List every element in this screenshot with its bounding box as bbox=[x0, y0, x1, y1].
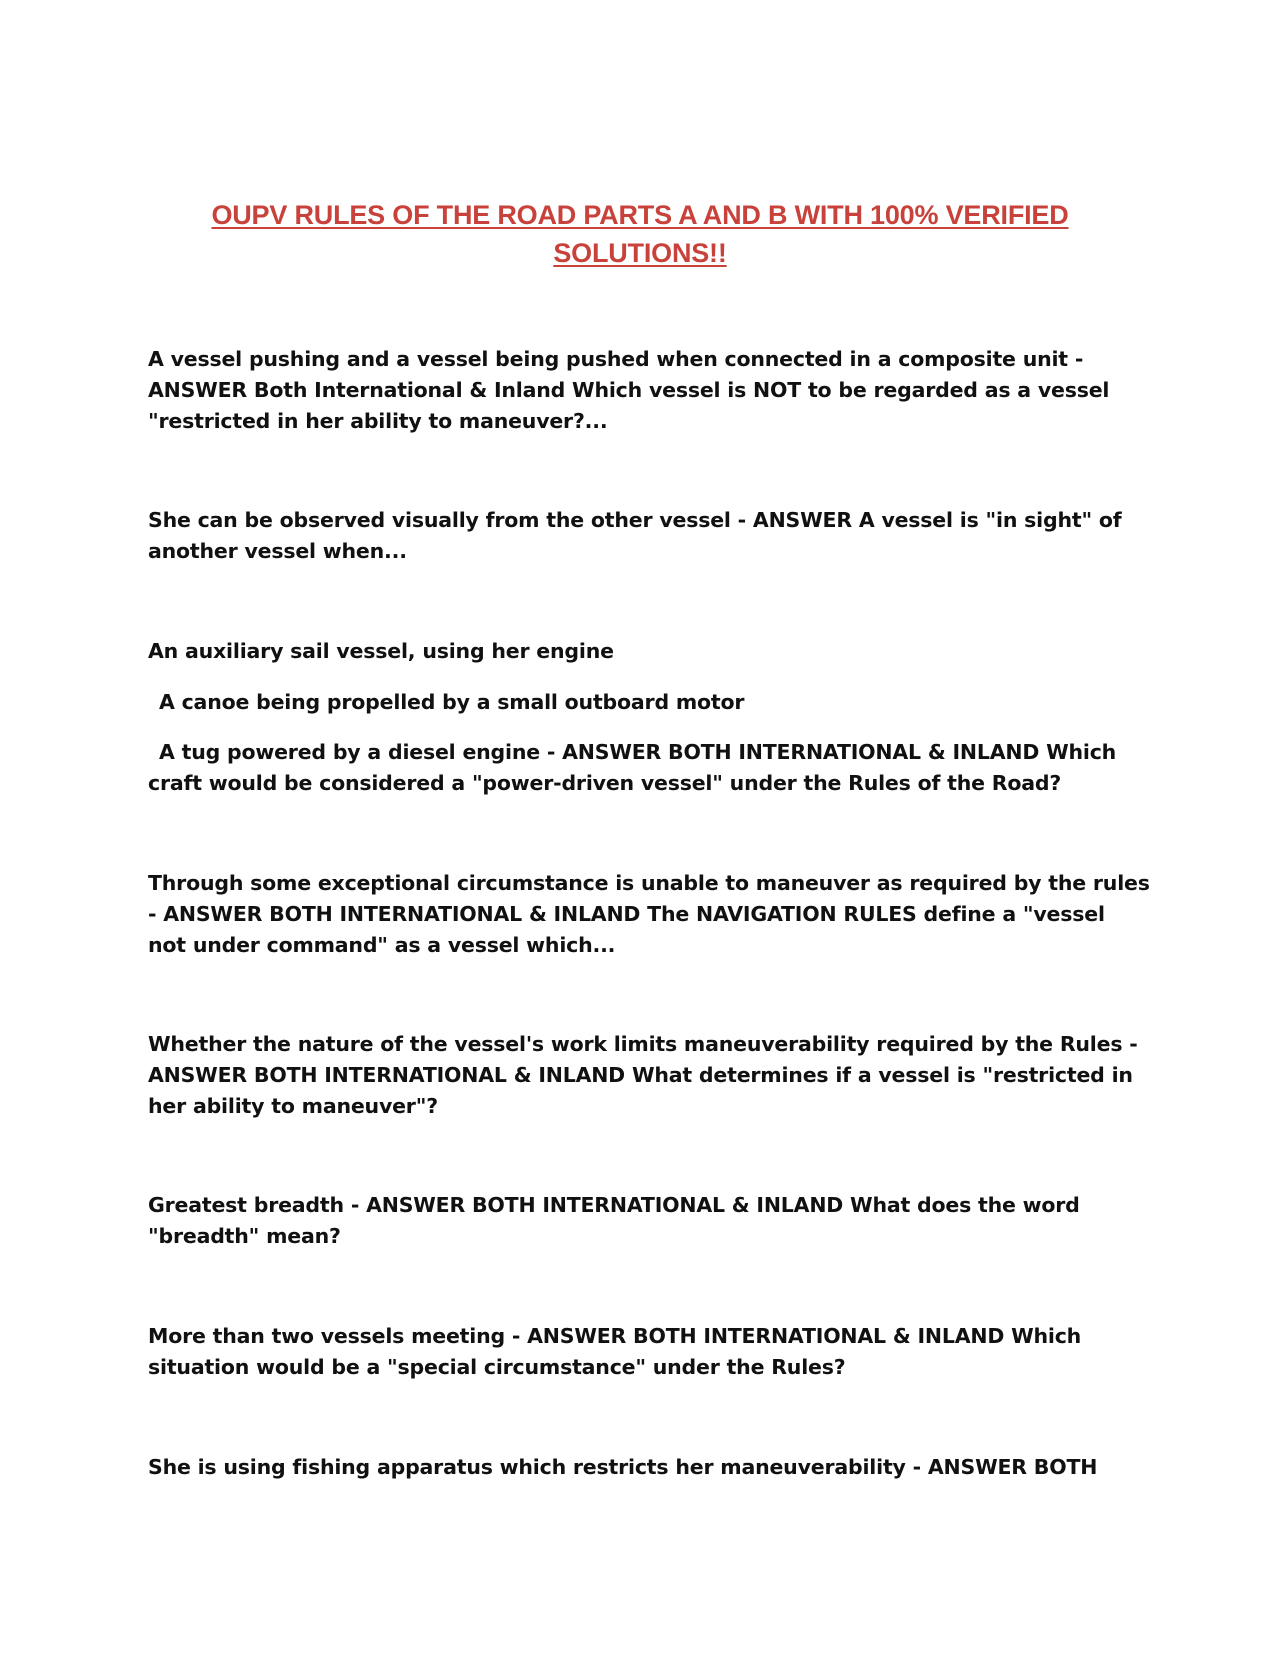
entry-line: She can be observed visually from the other vessel - ANSWER A vessel is "in sight" of bbox=[148, 508, 1122, 532]
entry-line: ANSWER BOTH INTERNATIONAL & INLAND What determines if a vessel is "restricted in bbox=[148, 1063, 1133, 1087]
entry-line: An auxiliary sail vessel, using her engine bbox=[148, 639, 614, 663]
entry-line: Greatest breadth - ANSWER BOTH INTERNATIONAL & INLAND What does the word bbox=[148, 1193, 1080, 1217]
entry-line: craft would be considered a "power-driven vessel" under the Rules of the Road? bbox=[148, 771, 1062, 795]
document-title bbox=[140, 196, 1140, 272]
entry-line: - ANSWER BOTH INTERNATIONAL & INLAND The NAVIGATION RULES define a "vessel bbox=[148, 902, 1105, 926]
entry-line: not under command" as a vessel which... bbox=[148, 933, 616, 957]
entry-line: She is using fishing apparatus which restricts her maneuverability - ANSWER BOTH bbox=[148, 1455, 1098, 1479]
entry-line: A vessel pushing and a vessel being pushed when connected in a composite unit - bbox=[148, 347, 1084, 371]
entry-line: A canoe being propelled by a small outboard motor bbox=[159, 690, 745, 714]
title-line: OUPV RULES OF THE ROAD PARTS A AND B WITH 100% VERIFIED bbox=[211, 200, 1069, 230]
entry-line: ANSWER Both International & Inland Which vessel is NOT to be regarded as a vessel bbox=[148, 378, 1110, 402]
entry-line: another vessel when... bbox=[148, 539, 407, 563]
qa-entry bbox=[148, 1029, 1138, 1122]
entry-line: situation would be a "special circumstance" under the Rules? bbox=[148, 1355, 846, 1379]
qa-entry bbox=[148, 1321, 1138, 1383]
title-line: SOLUTIONS!! bbox=[553, 238, 727, 268]
entry-line: Whether the nature of the vessel's work limits maneuverability required by the Rules - bbox=[148, 1032, 1138, 1056]
entry-line: More than two vessels meeting - ANSWER BOTH INTERNATIONAL & INLAND Which bbox=[148, 1324, 1082, 1348]
qa-entry bbox=[148, 687, 1138, 718]
qa-entry bbox=[148, 1190, 1138, 1252]
qa-entry bbox=[148, 1452, 1138, 1483]
qa-entry bbox=[148, 636, 1138, 667]
entry-line: "restricted in her ability to maneuver?... bbox=[148, 409, 608, 433]
qa-entry bbox=[148, 344, 1138, 437]
entry-line: A tug powered by a diesel engine - ANSWER BOTH INTERNATIONAL & INLAND Which bbox=[159, 740, 1117, 764]
qa-entry bbox=[148, 737, 1138, 799]
entry-line: "breadth" mean? bbox=[148, 1224, 341, 1248]
entry-line: Through some exceptional circumstance is unable to maneuver as required by the rules bbox=[148, 871, 1150, 895]
qa-entry bbox=[148, 868, 1150, 961]
entry-line: her ability to maneuver"? bbox=[148, 1094, 438, 1118]
qa-entry bbox=[148, 505, 1138, 567]
